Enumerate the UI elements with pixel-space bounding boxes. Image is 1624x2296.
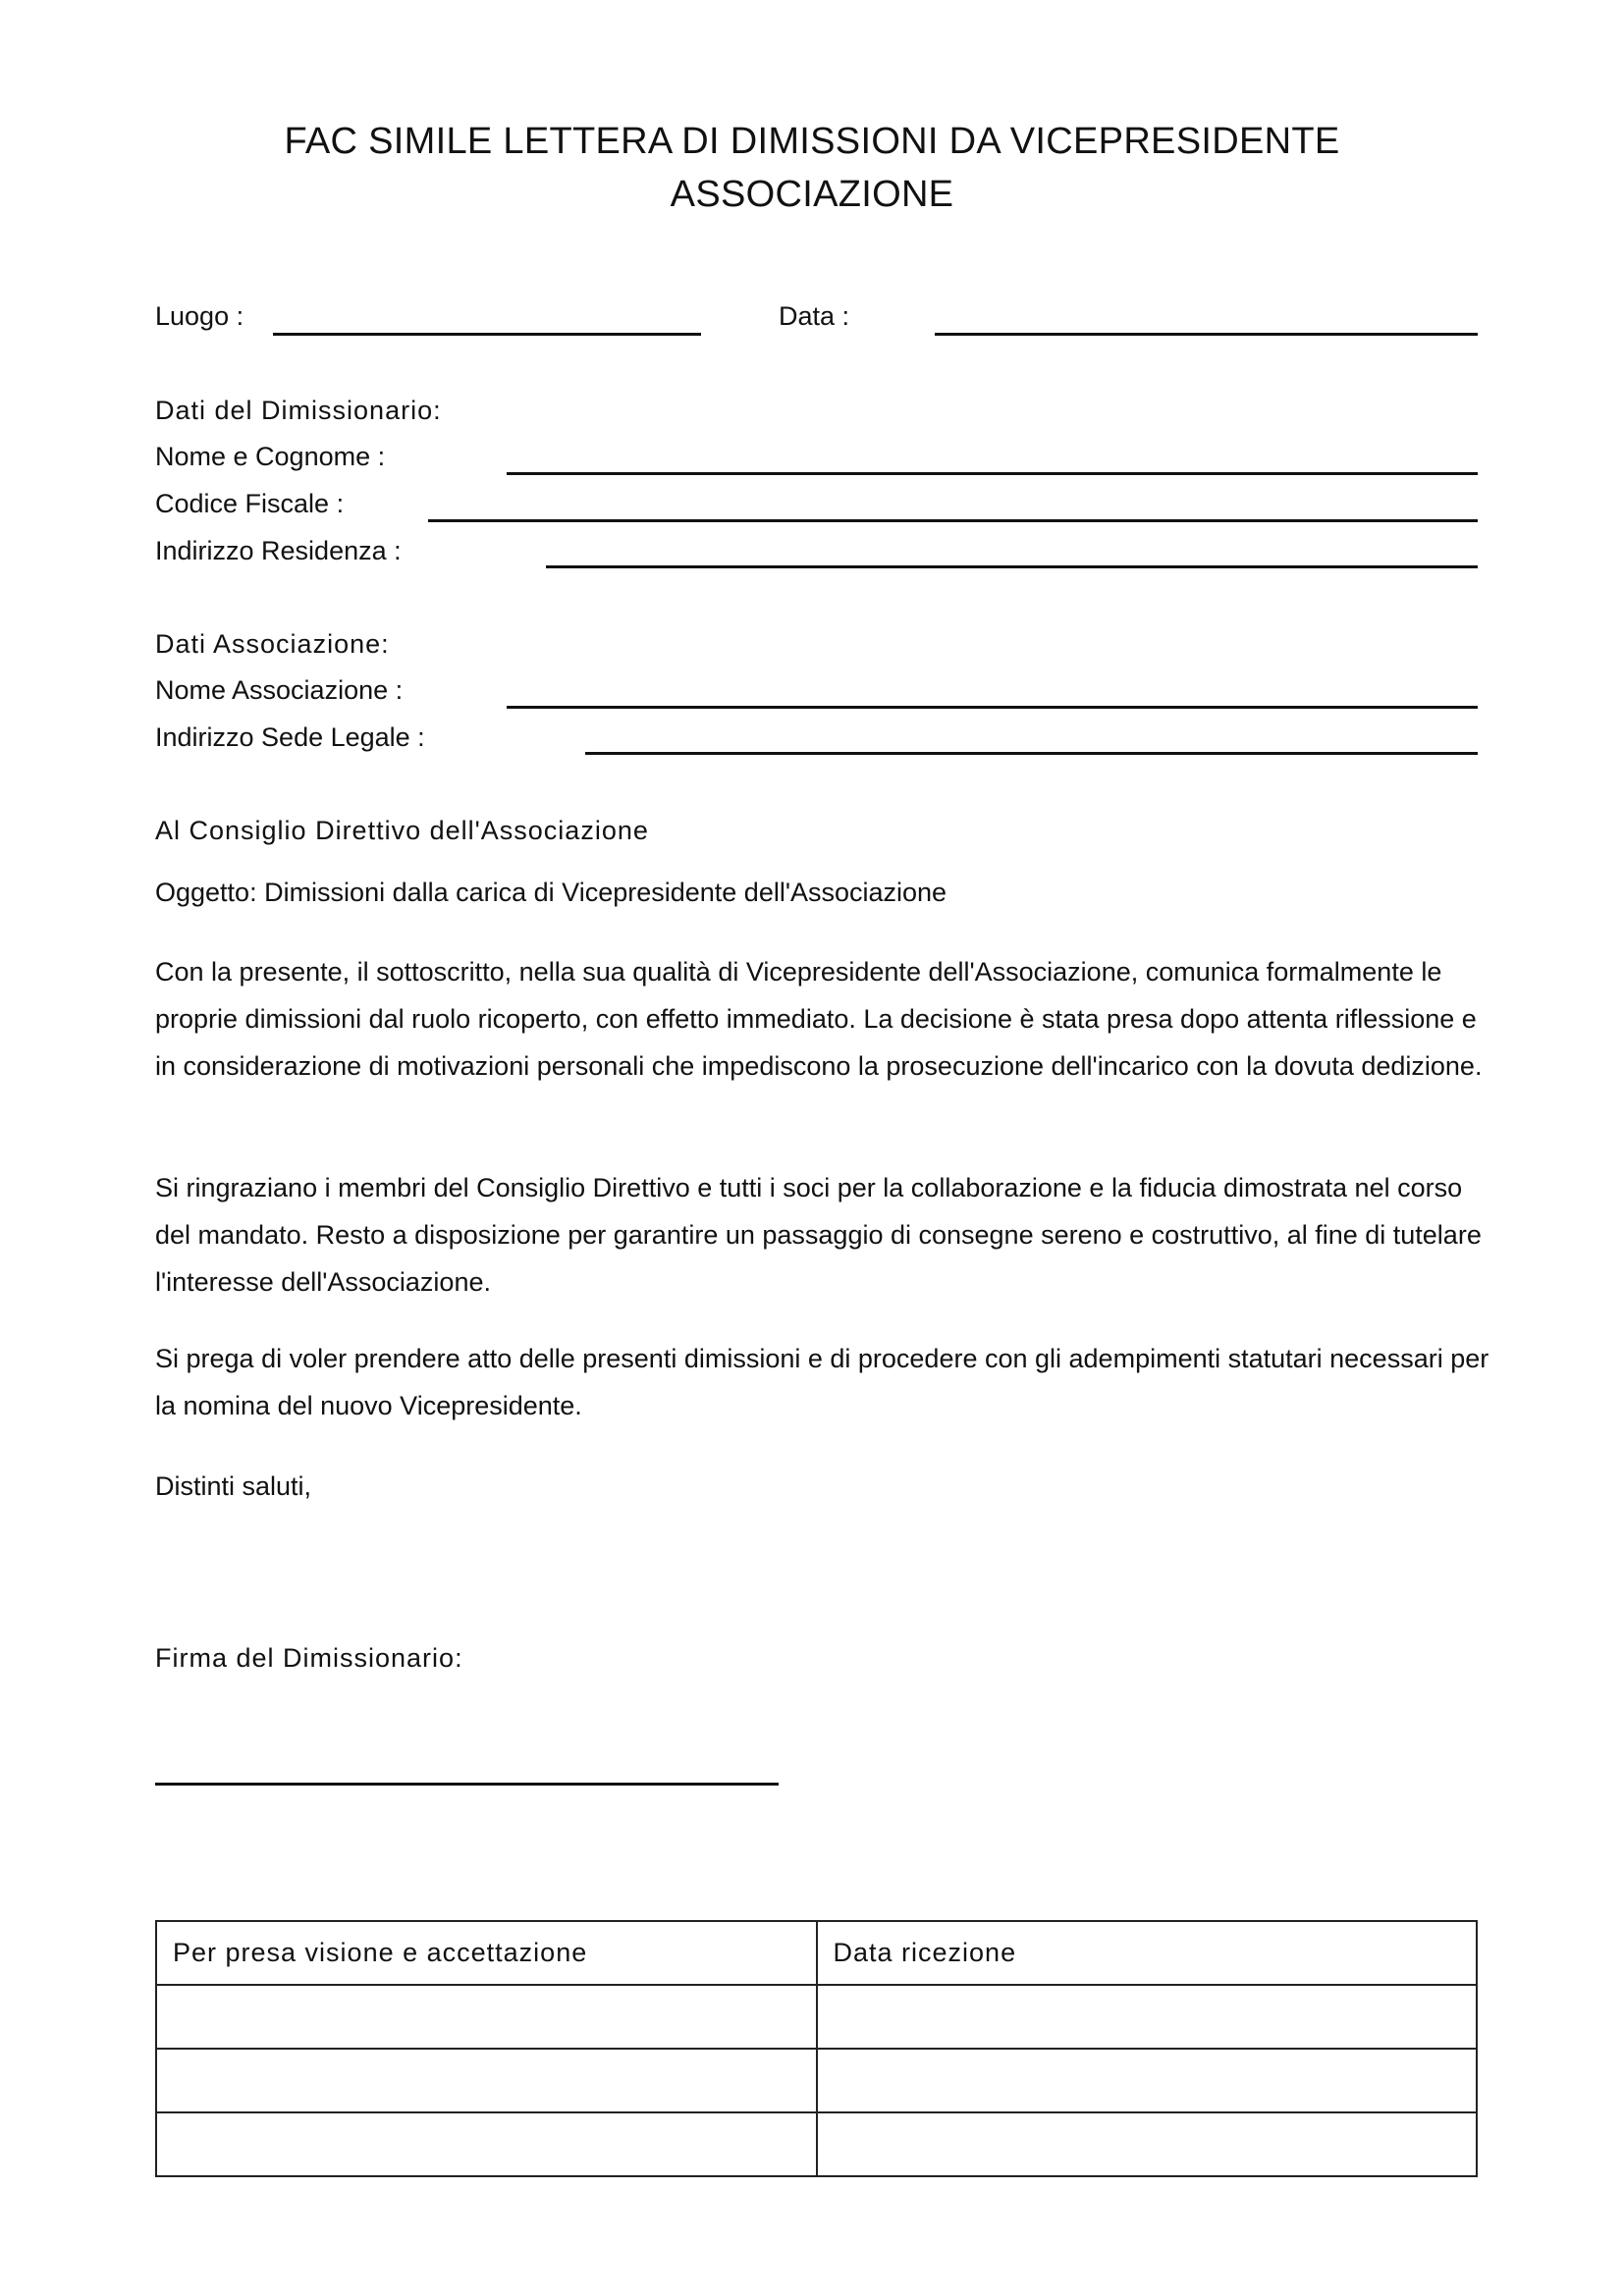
- receipt-header-row: [156, 1921, 1477, 1985]
- nome-cognome-label: Nome e Cognome :: [155, 442, 386, 471]
- closing-salutation: Distinti saluti,: [155, 1471, 312, 1501]
- luogo-label: Luogo :: [155, 301, 244, 331]
- table-row: [156, 1985, 1477, 2049]
- associazione-heading: Dati Associazione:: [155, 629, 390, 659]
- indirizzo-residenza-field-line[interactable]: [546, 565, 1478, 568]
- codice-fiscale-label: Codice Fiscale :: [155, 489, 345, 518]
- signature-line[interactable]: [155, 1783, 779, 1786]
- data-field-line[interactable]: [935, 333, 1478, 336]
- title-line-2: ASSOCIAZIONE: [670, 174, 954, 215]
- sede-legale-field-line[interactable]: [585, 752, 1478, 755]
- table-row: [156, 2049, 1477, 2112]
- receipt-cell-acceptance[interactable]: [156, 2049, 817, 2112]
- sede-legale-label: Indirizzo Sede Legale :: [155, 722, 425, 752]
- body-paragraph-3: Si prega di voler prendere atto delle presenti dimissioni e di procedere con gli adempimenti statutari necessari per la nomina del nuovo Vicepresidente.: [155, 1344, 1489, 1420]
- body-paragraph-2: Si ringraziano i membri del Consiglio Direttivo e tutti i soci per la collaborazione e la fiducia dimostrata nel corso del mandato. Resto a disposizione per garantire un passaggio di consegne sereno e costruttivo, al fine di tutelare l'interesse dell'Associazione.: [155, 1173, 1482, 1297]
- data-label: Data :: [779, 301, 850, 331]
- receipt-cell-date[interactable]: [817, 2049, 1478, 2112]
- body-paragraph-1: Con la presente, il sottoscritto, nella sua qualità di Vicepresidente dell'Associazione, comunica formalmente le proprie dimissioni dal ruolo ricoperto, con effetto immediato. La decisione è stata presa dopo attenta riflessione e in considerazione di motivazioni personali che impediscono la prosecuzione dell'incarico con la dovuta dedizione.: [155, 957, 1483, 1081]
- receipt-header-acceptance: Per presa visione e accettazione: [156, 1921, 817, 1985]
- signature-label: Firma del Dimissionario:: [155, 1643, 463, 1673]
- codice-fiscale-field-line[interactable]: [428, 519, 1478, 522]
- receipt-cell-acceptance[interactable]: [156, 1985, 817, 2049]
- nome-associazione-field-line[interactable]: [507, 706, 1478, 709]
- document-title: [0, 115, 1624, 221]
- receipt-header-date: Data ricezione: [817, 1921, 1478, 1985]
- recipient-line: Al Consiglio Direttivo dell'Associazione: [155, 816, 649, 845]
- nome-cognome-field-line[interactable]: [507, 472, 1478, 475]
- luogo-field-line[interactable]: [273, 333, 701, 336]
- receipt-cell-date[interactable]: [817, 1985, 1478, 2049]
- receipt-table: [155, 1920, 1478, 2177]
- indirizzo-residenza-label: Indirizzo Residenza :: [155, 536, 402, 565]
- table-row: [156, 2112, 1477, 2176]
- receipt-cell-acceptance[interactable]: [156, 2112, 817, 2176]
- subject-line: Oggetto: Dimissioni dalla carica di Vicepresidente dell'Associazione: [155, 878, 947, 907]
- title-line-1: FAC SIMILE LETTERA DI DIMISSIONI DA VICEPRESIDENTE: [284, 121, 1340, 162]
- dimissionario-heading: Dati del Dimissionario:: [155, 396, 442, 425]
- receipt-cell-date[interactable]: [817, 2112, 1478, 2176]
- nome-associazione-label: Nome Associazione :: [155, 675, 404, 705]
